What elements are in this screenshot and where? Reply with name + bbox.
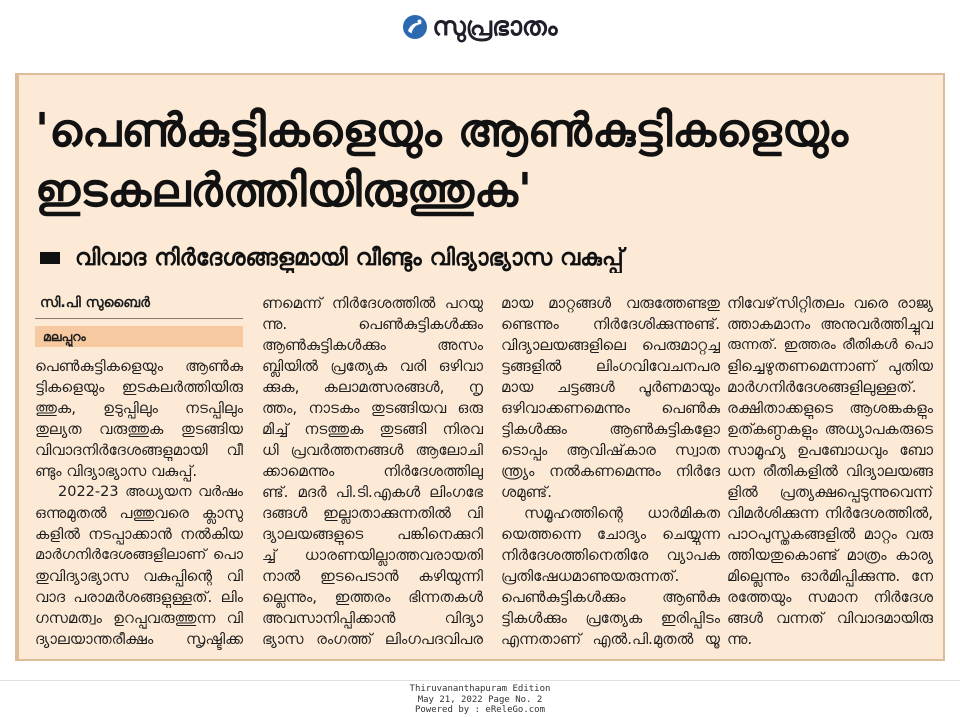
article-text-line: ച്ച് ധാരണയില്ലാത്തവരായതി xyxy=(262,546,483,564)
article-text-line: ത്തിയതുകൊണ്ട് മാത്രം കാര്യ xyxy=(727,546,933,564)
article-text-line: ട്ടികളെയും ഇടകലർത്തിയിരു xyxy=(35,378,243,396)
article-text-line: കളിൽ നടപ്പാക്കാൻ നൽകിയ xyxy=(35,525,243,543)
headline-line: 'പെൺകുട്ടികളെയും ആൺകുട്ടികളെയും xyxy=(35,103,849,157)
article-text-line: ധി പ്രവർത്തനങ്ങൾ ആലോചി xyxy=(262,441,483,459)
article-text-line: ഭ്യാസ രംഗത്ത് ലിംഗപദവിപര xyxy=(262,630,483,648)
subheadline xyxy=(40,243,920,273)
article-text-line: ന്നു. xyxy=(727,630,753,648)
article-text-line: ഒഴിവാക്കണമെന്നും പെൺകു xyxy=(501,399,720,417)
article-text-line: തുല്യത വരുത്തുക തുടങ്ങിയ xyxy=(35,420,243,438)
article-text-line: ത്തം, നാടകം തുടങ്ങിയവ ഒരു xyxy=(262,399,483,417)
article-text-line: ത്തുക, ഉടുപ്പിലും നടപ്പിലും xyxy=(35,399,243,417)
article-text-line: അവസാനിപ്പിക്കാൻ വിദ്യാ xyxy=(262,609,483,627)
date-page-label: May 21, 2022 Page No. 2 xyxy=(417,694,543,705)
article-text-line: നാൽ ഇടപെടാൻ കഴിയുന്നി xyxy=(262,567,483,585)
article-text-line: ട്ടികൾക്കും പ്രത്യേക ഇരിപ്പിടം xyxy=(501,609,720,627)
news-article-clipping xyxy=(15,73,945,661)
masthead xyxy=(0,10,960,44)
article-text-line: വിവാദനിർദേശങ്ങളുമായി വീ xyxy=(35,441,243,459)
article-column-2 xyxy=(262,293,483,650)
article-text-line: ഉത്കണ്ഠകളും അധ്യാപകരുടെ xyxy=(727,420,933,438)
article-text-line: പാഠപുസ്തകങ്ങളിൽ മാറ്റം വരു xyxy=(727,525,933,543)
masthead-title: സുപ്രഭാതം xyxy=(432,12,558,42)
article-text-line: യെത്തന്നെ ചോദ്യം ചെയ്യുന്ന xyxy=(501,525,720,543)
article-text-line: മില്ലെന്നും ഓർമിപ്പിക്കുന്നു. നേ xyxy=(727,567,933,585)
dateline: മലപ്പുറം xyxy=(35,326,243,347)
article-text-line: നിവേഴ്‌സിറ്റിതലം വരെ രാജ്യ xyxy=(727,294,933,312)
article-text-line: ധന രീതികളിൽ വിദ്യാലയങ്ങ xyxy=(727,462,933,480)
article-text-line: ണമെന്ന് നിർദേശത്തിൽ പറയു xyxy=(262,294,483,312)
article-text-line: ദ്യാലയങ്ങളുടെ പങ്കിനെക്കുറി xyxy=(262,525,483,543)
article-text-line: വിമർശിക്കുന്ന നിർദേശത്തിൽ, xyxy=(727,504,933,522)
article-text-line: ക്കുക, കലാമത്സരങ്ങൾ, നൃ xyxy=(262,378,483,396)
article-text-line: ളിച്ചെഴുതണമെന്നാണ് പുതിയ xyxy=(727,357,933,375)
article-text-line: മായ ചട്ടങ്ങൾ പൂർണമായും xyxy=(501,378,720,396)
article-text-line: ണ്ട്. മദർ പി.ടി.എകൾ ലിംഗഭേ xyxy=(262,483,483,501)
article-text-line: മിച്ച് നടത്തുക തുടങ്ങി നിരവ xyxy=(262,420,483,438)
article-text-line: ളിൽ പ്രത്യക്ഷപ്പെടുന്നുവെന്ന് xyxy=(727,483,933,501)
article-column-3 xyxy=(501,293,720,650)
article-text-line: ദങ്ങൾ ഇല്ലാതാക്കുന്നതിൽ വി xyxy=(262,504,483,522)
article-text-line: ണ്ടെന്നും നിർദേശിക്കുന്നുണ്ട്. xyxy=(501,315,720,333)
article-text-line: തുവിദ്യാഭ്യാസ വകുപ്പിന്റെ വി xyxy=(35,567,243,585)
footer-divider xyxy=(0,680,960,681)
article-text-line: ഗസമത്വം ഉറപ്പുവരുത്തുന്ന വി xyxy=(35,609,243,627)
article-text-line: സാമൂഹ്യ ഉപബോധവും ബോ xyxy=(727,441,933,459)
square-bullet-icon xyxy=(40,252,60,264)
article-text-line: നിർദേശത്തിനെതിരേ വ്യാപക xyxy=(501,546,720,564)
article-text-line: ക്കാമെന്നും നിർദേശത്തിലു xyxy=(262,462,483,480)
article-column-4 xyxy=(727,293,933,650)
headline-line: ഇടകലർത്തിയിരുത്തുക' xyxy=(35,163,532,217)
article-text-line: പെൺകുട്ടികൾക്കും ആൺകു xyxy=(501,588,720,606)
article-text-line: മാർഗനിർദേശങ്ങളിലുള്ളത്. xyxy=(727,378,917,396)
article-text-line: ന്ത്ര്യം നൽകണമെന്നും നിർദേ xyxy=(501,462,720,480)
article-text-line: ത്താകമാനം അനുവർത്തിച്ചുവ xyxy=(727,315,933,333)
article-text-line: എന്നതാണ് എൽ.പി.മുതൽ യൂ xyxy=(501,630,720,648)
article-text-line: ണ്ടും വിദ്യാഭ്യാസ വകുപ്പ്. xyxy=(35,462,198,480)
epaper-footer xyxy=(0,684,960,716)
article-text-line: രത്തേയും സമാന നിർദേശ xyxy=(727,588,933,606)
article-text-line: പെൺകുട്ടികളെയും ആൺകു xyxy=(35,357,243,375)
article-text-line: ട്ടങ്ങളിൽ ലിംഗവിവേചനപര xyxy=(501,357,720,375)
article-text-line: വിദ്യാലയങ്ങളിലെ പെരുമാറ്റച്ച xyxy=(501,336,720,354)
byline: സി.പി സുബൈർ xyxy=(40,295,150,311)
article-text-line: ങ്ങൾ വന്നത് വിവാദമായിരു xyxy=(727,609,933,627)
column-text xyxy=(35,356,243,650)
article-text-line: രക്ഷിതാക്കളുടെ ആശങ്കകളും xyxy=(727,399,933,417)
article-text-line: ശമുണ്ട്. xyxy=(501,483,552,501)
powered-by-label: Powered by : eReleGo.com xyxy=(414,705,546,715)
byline-divider xyxy=(35,318,243,319)
article-text-line: ന്നു. പെൺകുട്ടികൾക്കും xyxy=(262,315,483,333)
article-text-line: ബ്ലിയിൽ പ്രത്യേക വരി ഒഴിവാ xyxy=(262,357,483,375)
headline xyxy=(35,100,940,220)
article-text-line: ഒന്നുമുതൽ പത്തുവരെ ക്ലാസു xyxy=(35,504,243,522)
article-text-line: വാദ പരാമർശങ്ങളുള്ളത്. ലിം xyxy=(35,588,243,606)
article-text-line: ല്ലെന്നും, ഇത്തരം ഭിന്നതകൾ xyxy=(262,588,483,606)
article-text-line: ദ്യാലയാന്തരീക്ഷം സൃഷ്ടിക്ക xyxy=(35,630,243,648)
article-text-line: പ്രതിഷേധമാണുയരുന്നത്. xyxy=(501,567,680,585)
article-text-line: ആൺകുട്ടികൾക്കും അസം xyxy=(262,336,483,354)
subheadline-text: വിവാദ നിർദേശങ്ങളുമായി വീണ്ടും വിദ്യാഭ്യാസ വകുപ്പ് xyxy=(75,245,624,271)
article-text-line: മാർഗനിർദേശങ്ങളിലാണ് പൊ xyxy=(35,547,243,563)
article-text-line: മായ മാറ്റങ്ങൾ വരുത്തേണ്ടതു xyxy=(501,294,720,312)
article-text-line: 2022-23 അധ്യയന വർഷം xyxy=(58,484,243,500)
article-text-line: ടൊപ്പം ആവിഷ്‌കാര സ്വാത xyxy=(501,441,720,459)
edition-label: Thiruvananthapuram Edition xyxy=(409,684,551,694)
article-text-line: രുന്നത്. ഇത്തരം രീതികൾ പൊ xyxy=(727,337,933,353)
article-text-line: ട്ടികൾക്കും ആൺകുട്ടികളോ xyxy=(501,420,720,438)
article-column-1 xyxy=(35,293,243,650)
article-text-line: സമൂഹത്തിന്റെ ധാർമികത xyxy=(524,504,720,522)
suprabhaatham-logo-icon xyxy=(402,14,428,40)
